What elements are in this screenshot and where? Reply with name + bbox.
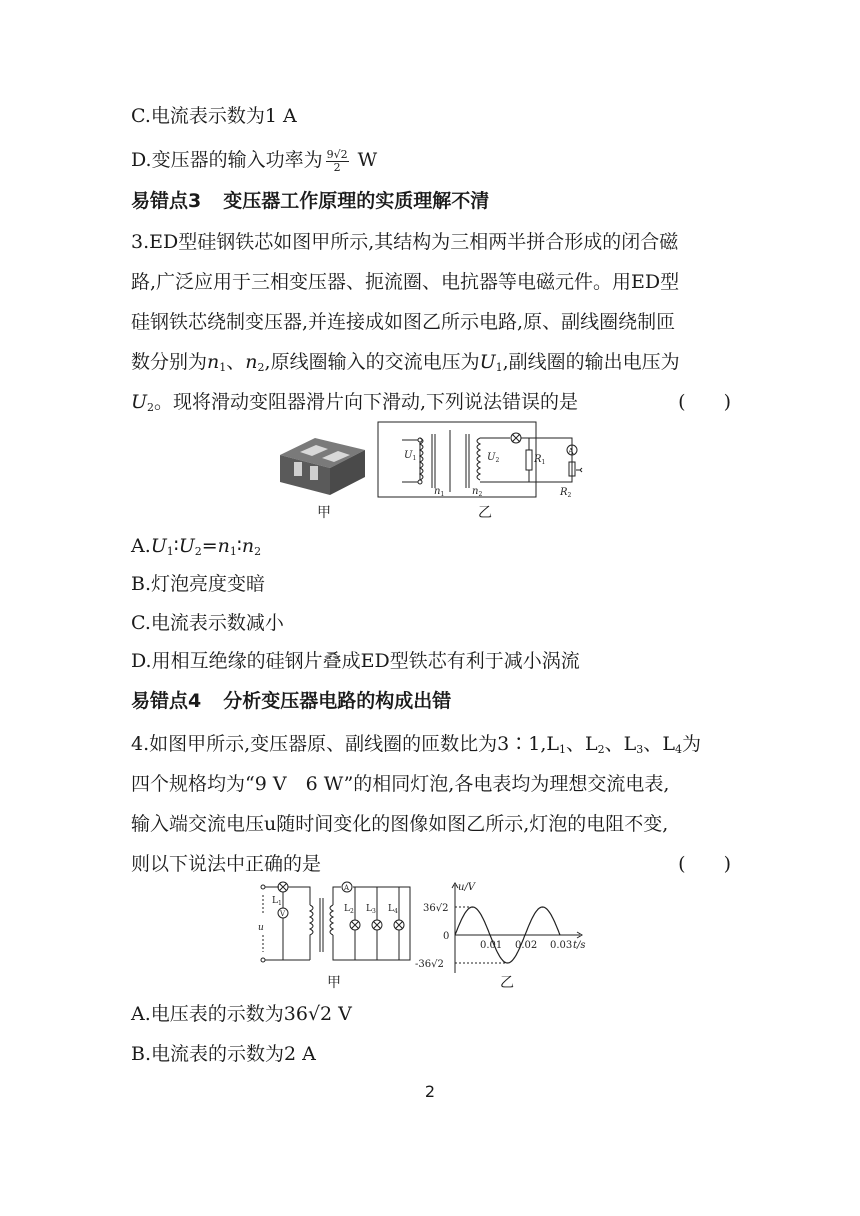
option-d-q3: D.用相互绝缘的硅钢片叠成ED型铁芯有利于减小涡流 bbox=[131, 650, 580, 672]
y-tick-label: 0 bbox=[443, 931, 450, 942]
q3-line: 路,广泛应用于三相变压器、扼流圈、电抗器等电磁元件。用ED型 bbox=[131, 271, 680, 293]
figure-4 bbox=[255, 880, 605, 990]
option-a-q4: A.电压表的示数为36√2 V bbox=[131, 1003, 352, 1025]
answer-bracket: ( ) bbox=[678, 391, 731, 413]
voltage-time-chart bbox=[415, 882, 586, 973]
x-axis-label: t/s bbox=[573, 940, 586, 951]
label-l4: $L_4$ bbox=[388, 904, 398, 915]
q4-line: 则以下说法中正确的是 ( ) bbox=[131, 844, 731, 884]
label-l1: $L_1$ bbox=[272, 896, 282, 907]
error-point-4-heading: 易错点4 分析变压器电路的构成出错 bbox=[131, 690, 452, 712]
voltmeter-symbol: V bbox=[280, 910, 286, 918]
label-u: u bbox=[258, 923, 264, 933]
question-4-text bbox=[131, 724, 731, 884]
ammeter-symbol: A bbox=[344, 884, 350, 892]
y-tick-label: 36√2 bbox=[423, 903, 449, 915]
q3-line: 数分别为$n_1$、$n_2$,原线圈输入的交流电压为$U_1$,副线圈的输出电压为 bbox=[131, 351, 680, 374]
option-c-q3: C.电流表示数减小 bbox=[131, 612, 284, 634]
q3-line: $U_2$。现将滑动变阻器滑片向下滑动,下列说法错误的是 ( ) bbox=[131, 382, 731, 422]
y-tick-label: -36√2 bbox=[415, 958, 444, 970]
label-u2: $U_2$ bbox=[487, 452, 500, 464]
label-n2: $n_2$ bbox=[472, 486, 483, 498]
option-a-q3: $A.U_1∶U_2=n_1∶n_2$ bbox=[131, 535, 262, 558]
label-l3: $L_3$ bbox=[366, 904, 376, 915]
figure-label-jia: 甲 bbox=[317, 505, 331, 521]
option-b-q3: B.灯泡亮度变暗 bbox=[131, 573, 266, 595]
label-n1: $n_1$ bbox=[434, 486, 445, 498]
figure-3 bbox=[280, 420, 600, 520]
option-d-q2: D.变压器的输入功率为 $\frac{9√2}{2}$ W bbox=[131, 147, 378, 174]
label-u1: $U_1$ bbox=[404, 450, 417, 462]
label-l2: $L_2$ bbox=[344, 904, 354, 915]
figure-label-yi: 乙 bbox=[500, 975, 514, 991]
x-tick-label: 0.02 bbox=[515, 940, 538, 951]
option-b-q4: B.电流表的示数为2 A bbox=[131, 1043, 316, 1065]
q4-line: 输入端交流电压u随时间变化的图像如图乙所示,灯泡的电阻不变, bbox=[131, 813, 669, 835]
y-axis-label: u/V bbox=[458, 882, 476, 893]
ed-core-image bbox=[280, 438, 365, 495]
q4-line: 4.如图甲所示,变压器原、副线圈的匝数比为$3∶1,L_1$、$L_2$、$L_3$、$L_4$为 bbox=[131, 733, 701, 756]
label-r2: $R_2$ bbox=[560, 487, 572, 499]
answer-bracket: ( ) bbox=[678, 853, 731, 875]
q3-line: 3.ED型硅钢铁芯如图甲所示,其结构为三相两半拼合形成的闭合磁 bbox=[131, 231, 679, 253]
option-d-text: D.变压器的输入功率为 bbox=[131, 149, 323, 171]
q4-line: 四个规格均为“9 V 6 W”的相同灯泡,各电表均为理想交流电表, bbox=[131, 773, 670, 795]
lamp-circuit bbox=[261, 882, 410, 962]
x-tick-label: 0.03 bbox=[550, 940, 573, 951]
figure-4-graphic bbox=[255, 880, 605, 990]
question-3-text bbox=[131, 222, 731, 422]
q3-line: 硅钢铁芯绕制变压器,并连接成如图乙所示电路,原、副线圈绕制匝 bbox=[131, 311, 676, 333]
fraction: $\frac{9√2}{2}$ bbox=[326, 147, 348, 174]
figure-label-jia: 甲 bbox=[327, 975, 341, 991]
x-tick-label: 0.01 bbox=[480, 940, 503, 951]
ammeter-symbol: A bbox=[568, 447, 574, 456]
figure-label-yi: 乙 bbox=[478, 505, 492, 521]
label-r1: $R_1$ bbox=[534, 454, 546, 466]
page-number: 2 bbox=[424, 1082, 436, 1101]
option-c-q2: C.电流表示数为1 A bbox=[131, 105, 297, 127]
error-point-3-heading: 易错点3 变压器工作原理的实质理解不清 bbox=[131, 190, 490, 212]
